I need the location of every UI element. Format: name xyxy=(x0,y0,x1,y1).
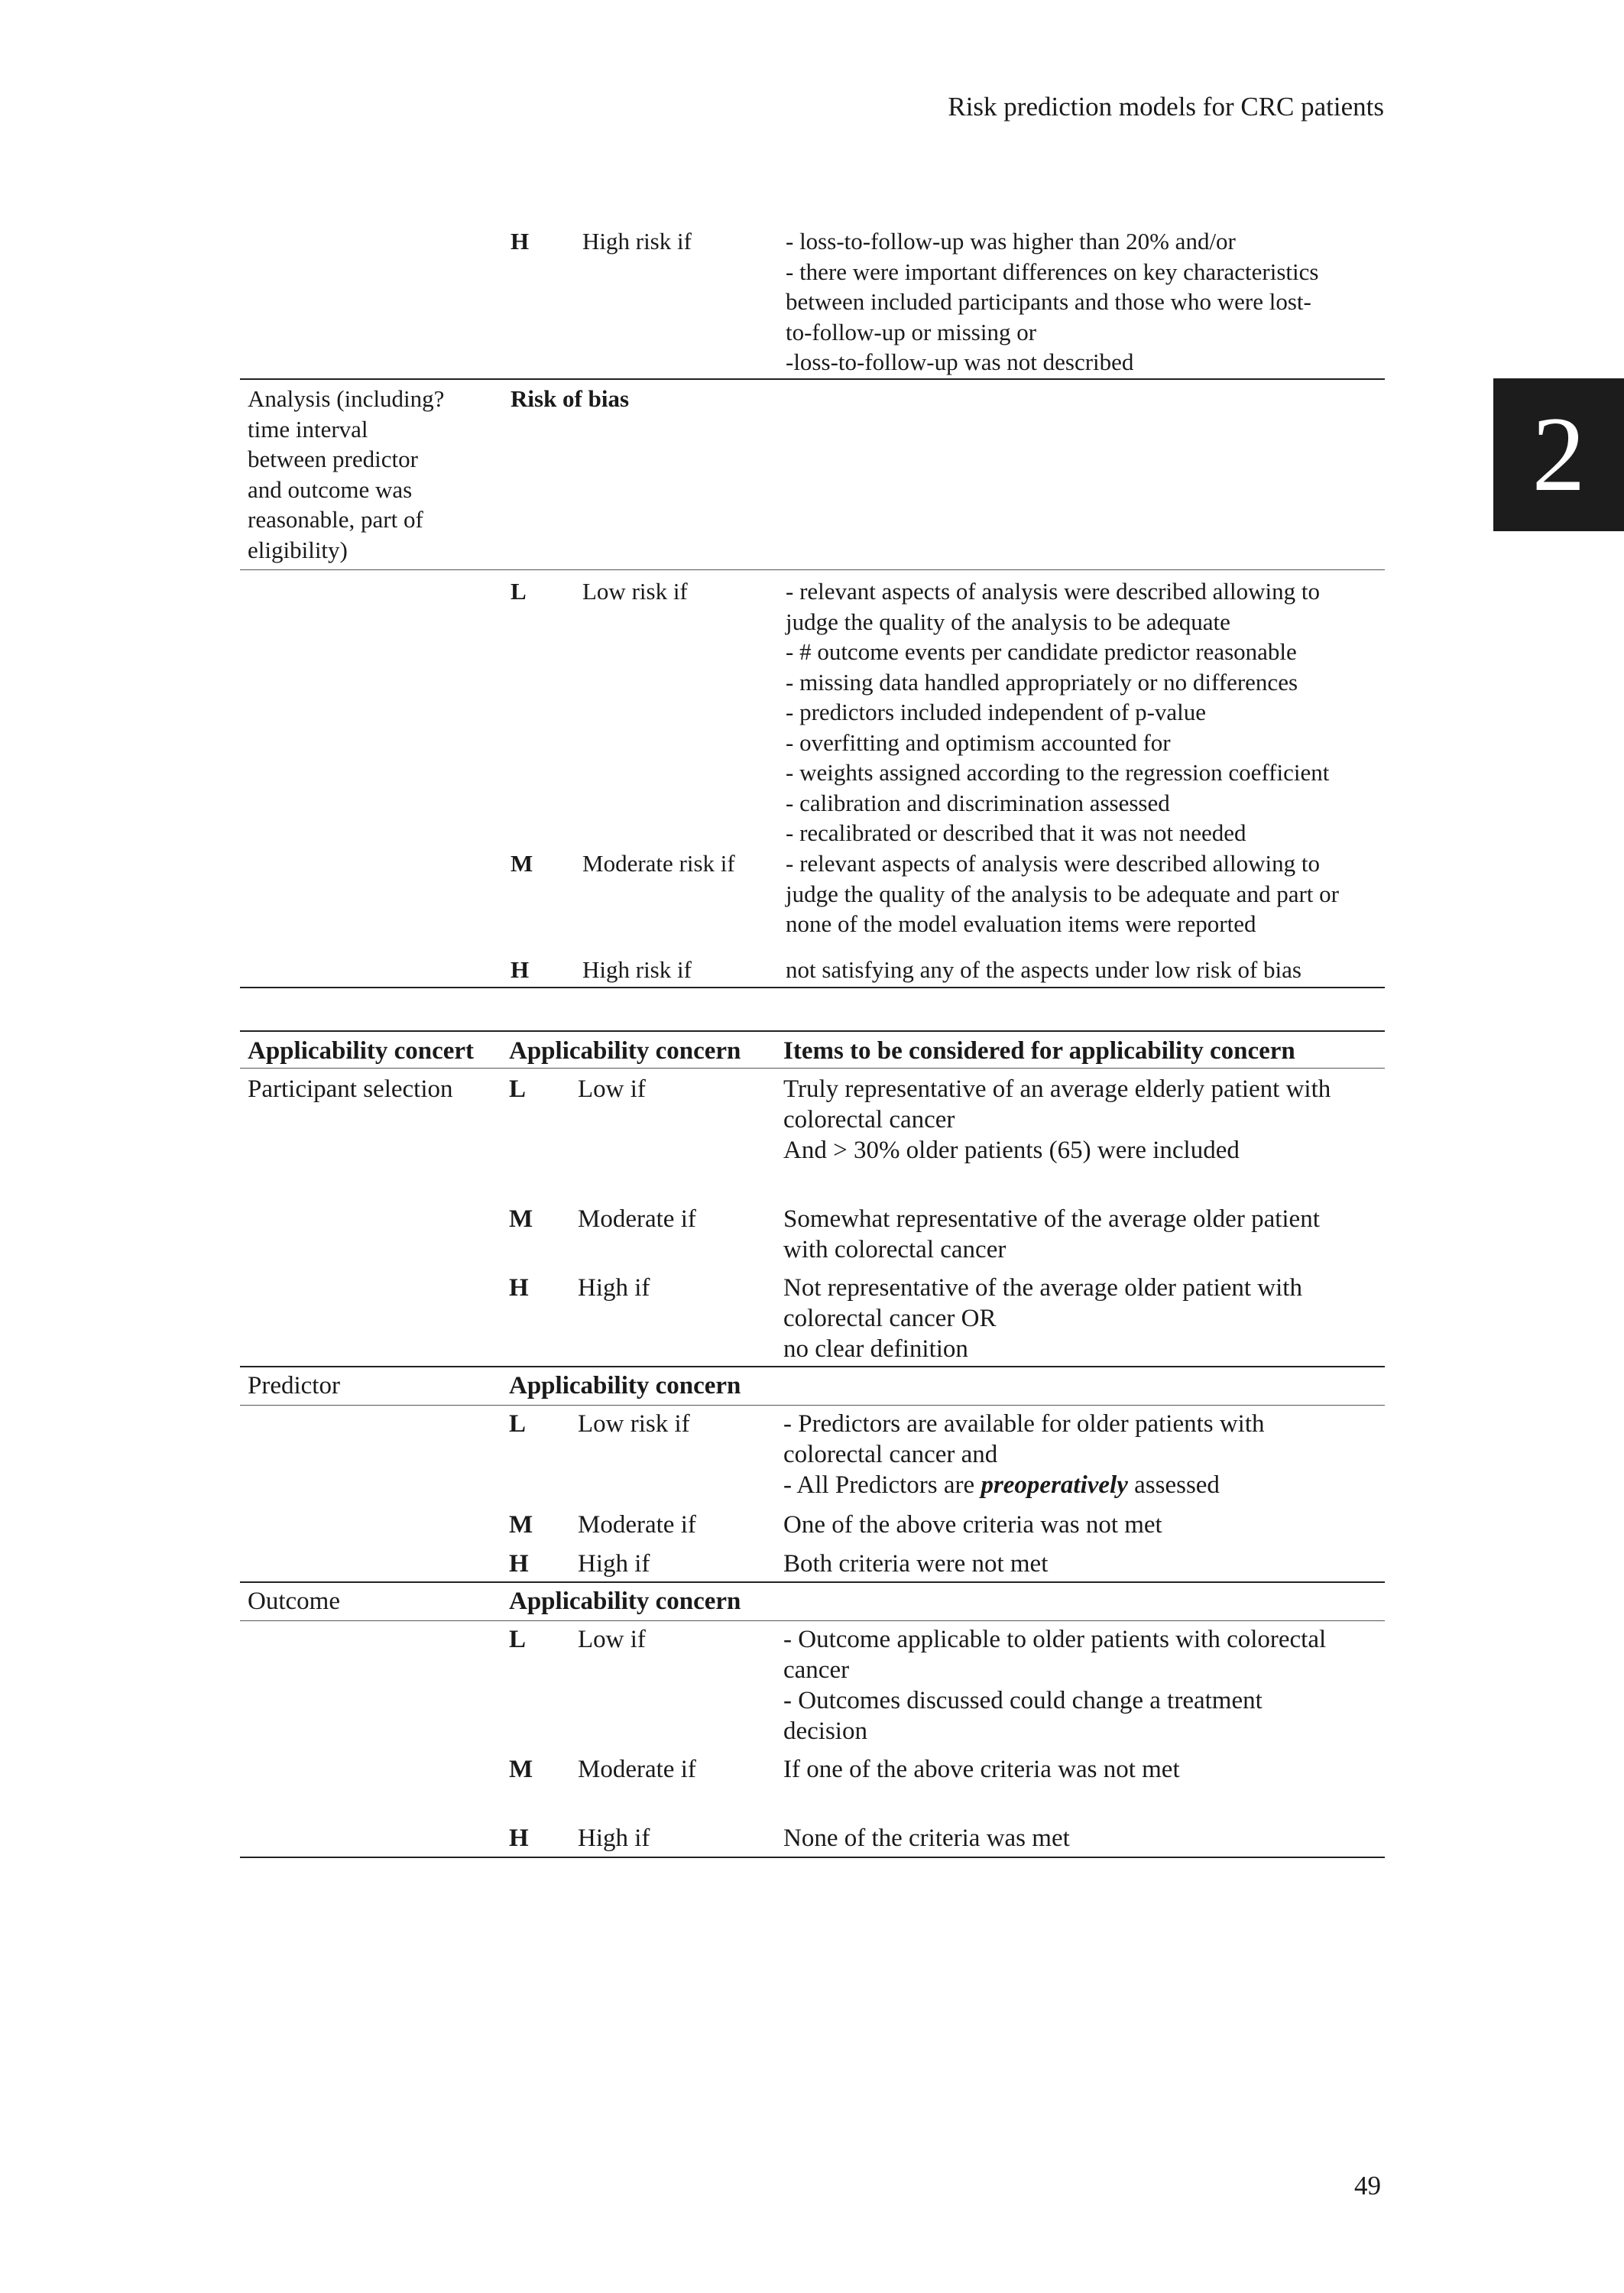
criteria-line: no clear definition xyxy=(783,1335,968,1363)
domain-line: eligibility) xyxy=(248,536,348,563)
criteria-line: judge the quality of the analysis to be adequate xyxy=(786,608,1230,635)
concern-label: Moderate if xyxy=(578,1205,696,1233)
column-header: Items to be considered for applicability concern xyxy=(783,1037,1295,1065)
criteria-line: colorectal cancer OR xyxy=(783,1305,997,1332)
risk-label: Moderate risk if xyxy=(582,850,735,877)
concern-criteria xyxy=(783,1273,1302,1364)
criteria-line: Truly representative of an average elderly patient with xyxy=(783,1075,1331,1103)
rule xyxy=(240,1366,1385,1367)
concern-criteria: If one of the above criteria was not met xyxy=(783,1756,1180,1783)
criteria-line: - calibration and discrimination assessed xyxy=(786,789,1170,816)
criteria-line: colorectal cancer xyxy=(783,1106,955,1134)
concern-label: High if xyxy=(578,1824,650,1852)
risk-code: H xyxy=(511,956,530,983)
concern-label: Moderate if xyxy=(578,1756,696,1783)
risk-criteria xyxy=(786,848,1339,939)
concern-criteria xyxy=(783,1624,1326,1747)
section-heading: Applicability concern xyxy=(509,1372,741,1399)
concern-criteria xyxy=(783,1074,1331,1166)
rule xyxy=(240,1581,1385,1583)
criteria-line: - missing data handled appropriately or no differences xyxy=(786,668,1298,696)
risk-of-bias-table xyxy=(240,226,1385,983)
criteria-line: cancer xyxy=(783,1656,850,1684)
emphasis-text: preoperatively xyxy=(981,1471,1128,1499)
criteria-text: - All Predictors are xyxy=(783,1471,981,1499)
concern-code: M xyxy=(509,1511,533,1539)
concern-code: H xyxy=(509,1274,529,1302)
concern-label: Moderate if xyxy=(578,1511,696,1539)
table-row xyxy=(240,384,1385,567)
risk-label: High risk if xyxy=(582,956,692,983)
criteria-text: assessed xyxy=(1127,1471,1220,1499)
domain-line: reasonable, part of xyxy=(248,506,423,533)
criteria-line: - relevant aspects of analysis were described allowing to xyxy=(786,850,1320,877)
risk-criteria xyxy=(786,226,1318,378)
criteria-line: colorectal cancer and xyxy=(783,1441,998,1468)
rule xyxy=(240,378,1385,380)
column-header: Applicability concern xyxy=(509,1037,741,1065)
criteria-line: between included participants and those who were lost- xyxy=(786,288,1311,315)
concern-code: L xyxy=(509,1075,527,1103)
concern-criteria: None of the criteria was met xyxy=(783,1824,1070,1852)
criteria-line: - Predictors are available for older patients with xyxy=(783,1410,1265,1438)
rule xyxy=(240,1068,1385,1069)
rule xyxy=(240,569,1385,570)
risk-code: L xyxy=(511,578,527,605)
rule xyxy=(240,1405,1385,1406)
criteria-line: judge the quality of the analysis to be adequate and part or xyxy=(786,880,1339,907)
domain-line: time interval xyxy=(248,415,368,443)
risk-criteria xyxy=(786,955,1301,985)
criteria-line: - weights assigned according to the regression coefficient xyxy=(786,759,1330,786)
concern-criteria: Both criteria were not met xyxy=(783,1550,1049,1578)
criteria-line: And > 30% older patients (65) were included xyxy=(783,1137,1240,1164)
domain-line: and outcome was xyxy=(248,475,413,503)
section-heading: Applicability concern xyxy=(509,1588,741,1615)
section-heading: Risk of bias xyxy=(511,385,630,412)
domain-label xyxy=(248,384,444,565)
concern-label: High if xyxy=(578,1274,650,1302)
table-row xyxy=(240,226,1385,378)
criteria-line: - Outcome applicable to older patients with colorectal xyxy=(783,1626,1327,1653)
concern-label: Low if xyxy=(578,1075,646,1103)
criteria-line: - Outcomes discussed could change a treatment xyxy=(783,1687,1263,1714)
page-number: 49 xyxy=(1354,2171,1381,2201)
risk-code: H xyxy=(511,228,530,255)
criteria-line: -loss-to-follow-up was not described xyxy=(786,349,1134,375)
criteria-line xyxy=(783,1470,1265,1500)
concern-criteria: One of the above criteria was not met xyxy=(783,1511,1162,1539)
risk-code: M xyxy=(511,850,533,877)
risk-label: High risk if xyxy=(582,228,692,255)
risk-label: Low risk if xyxy=(582,578,688,605)
concern-code: M xyxy=(509,1756,533,1783)
criteria-line: - relevant aspects of analysis were described allowing to xyxy=(786,578,1320,605)
criteria-line: - predictors included independent of p-value xyxy=(786,699,1207,725)
criteria-line: none of the model evaluation items were reported xyxy=(786,910,1256,937)
domain-label: Participant selection xyxy=(248,1075,453,1103)
rule xyxy=(240,1620,1385,1621)
criteria-line: Somewhat representative of the average older patient xyxy=(783,1205,1320,1233)
concern-code: L xyxy=(509,1410,527,1438)
criteria-line: Not representative of the average older patient with xyxy=(783,1274,1302,1302)
domain-label: Predictor xyxy=(248,1372,340,1399)
criteria-line: with colorectal cancer xyxy=(783,1236,1006,1263)
criteria-line: to-follow-up or missing or xyxy=(786,318,1037,345)
criteria-line: not satisfying any of the aspects under low risk of bias xyxy=(786,956,1301,983)
risk-criteria xyxy=(786,576,1329,848)
criteria-line: decision xyxy=(783,1717,867,1745)
concern-criteria xyxy=(783,1204,1320,1265)
concern-label: High if xyxy=(578,1550,650,1578)
domain-line: Analysis (including? xyxy=(248,385,445,412)
column-header: Applicability concert xyxy=(248,1037,475,1065)
criteria-line: - there were important differences on key characteristics xyxy=(786,258,1319,285)
concern-label: Low risk if xyxy=(578,1410,690,1438)
criteria-line: - # outcome events per candidate predictor reasonable xyxy=(786,638,1297,665)
concern-label: Low if xyxy=(578,1626,646,1653)
concern-code: L xyxy=(509,1626,527,1653)
criteria-line: - loss-to-follow-up was higher than 20% and/or xyxy=(786,228,1236,255)
rule xyxy=(240,987,1385,988)
criteria-line: - recalibrated or described that it was not needed xyxy=(786,819,1246,846)
concern-code: M xyxy=(509,1205,533,1233)
domain-label: Outcome xyxy=(248,1588,340,1615)
concern-criteria xyxy=(783,1409,1265,1500)
domain-line: between predictor xyxy=(248,446,418,472)
concern-code: H xyxy=(509,1824,529,1852)
chapter-tab: 2 xyxy=(1493,378,1624,531)
criteria-line: - overfitting and optimism accounted for xyxy=(786,728,1171,756)
running-header: Risk prediction models for CRC patients xyxy=(948,92,1384,122)
rule xyxy=(240,1030,1385,1032)
concern-code: H xyxy=(509,1550,529,1578)
rule xyxy=(240,1857,1385,1858)
